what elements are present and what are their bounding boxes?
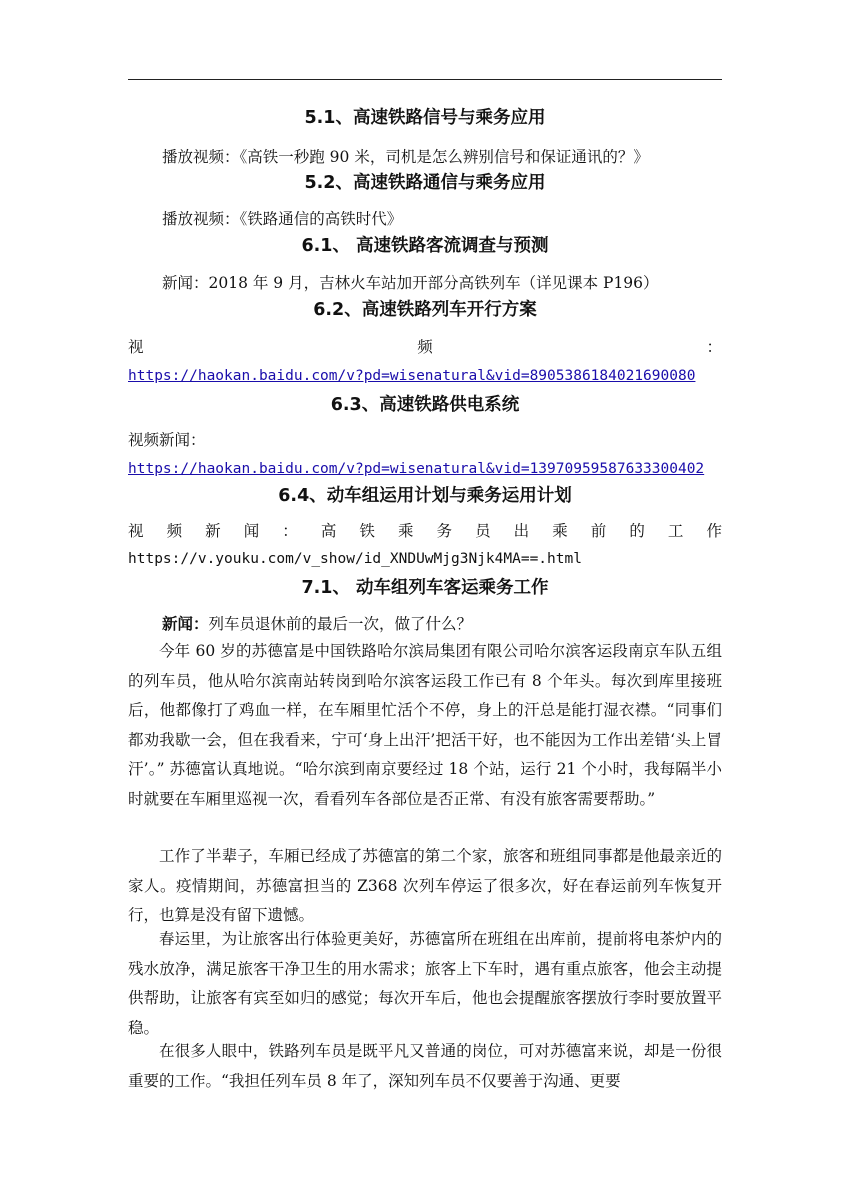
label-char: 前 <box>590 522 607 540</box>
section-title-5-2: 5.2、高速铁路通信与乘务应用 <box>304 173 546 193</box>
label-char: 工 <box>667 522 684 540</box>
label-char: 频 <box>417 338 433 356</box>
section-title-6-2: 6.2、高速铁路列车开行方案 <box>313 300 537 320</box>
label-char: 乘 <box>397 522 414 540</box>
section-text-5-1: 播放视频：《高铁一秒跑 90 米，司机是怎么辨别信号和保证通讯的？》 <box>162 148 649 166</box>
section-text-6-1: 新闻：2018 年 9 月，吉林火车站加开部分高铁列车（详见课本 P196） <box>162 274 659 292</box>
header-rule <box>128 79 722 80</box>
video-link-6-3[interactable]: https://haokan.baidu.com/v?pd=wisenatural&vid=13970959587633300402 <box>128 461 705 477</box>
label-char: 闻 <box>243 522 260 540</box>
video-link-6-2-row <box>128 365 722 386</box>
label-char: 视 <box>128 522 144 540</box>
news-title: 列车员退休前的最后一次，做了什么？ <box>208 615 473 633</box>
label-char: ： <box>706 338 722 356</box>
section-title-6-4: 6.4、动车组运用计划与乘务运用计划 <box>278 486 572 506</box>
section-title-6-1: 6.1、 高速铁路客流调查与预测 <box>301 236 549 256</box>
label-char: 出 <box>513 522 530 540</box>
video-label-6-4 <box>128 521 722 541</box>
video-label-6-2 <box>128 337 722 357</box>
news-label: 新闻： <box>162 614 209 633</box>
label-char: 务 <box>436 522 453 540</box>
news-headline <box>128 614 722 634</box>
label-char: 视 <box>128 338 144 356</box>
label-char: 频 <box>166 522 183 540</box>
article-paragraph-4: 在很多人眼中，铁路列车员是既平凡又普通的岗位，可对苏德富来说，却是一份很重要的工作。“我担任列车员 8 年了，深知列车员不仅要善于沟通、更要 <box>128 1042 722 1090</box>
section-title-7-1: 7.1、 动车组列车客运乘务工作 <box>301 578 549 598</box>
video-link-6-2[interactable]: https://haokan.baidu.com/v?pd=wisenatural&vid=8905386184021690080 <box>128 368 696 384</box>
label-char: 铁 <box>359 522 375 540</box>
label-char: ： <box>282 522 298 540</box>
section-title-6-3: 6.3、高速铁路供电系统 <box>330 395 520 415</box>
video-link-6-3-row <box>128 458 722 479</box>
article-paragraph-3: 春运里，为让旅客出行体验更美好，苏德富所在班组在出库前，提前将电茶炉内的残水放净，满足旅客干净卫生的用水需求；旅客上下车时，遇有重点旅客，他会主动提供帮助，让旅客有宾至如归的感觉；每次开车后，他也会提醒旅客摆放行李时要放置平稳。 <box>128 930 722 1037</box>
label-char: 乘 <box>552 522 568 540</box>
label-char: 的 <box>629 522 645 540</box>
section-title-5-1: 5.1、高速铁路信号与乘务应用 <box>304 108 546 128</box>
label-char: 新 <box>205 522 221 540</box>
section-text-5-2: 播放视频：《铁路通信的高铁时代》 <box>162 210 403 228</box>
label-char: 作 <box>706 522 722 540</box>
label-char: 员 <box>475 522 491 540</box>
article-paragraph-2: 工作了半辈子，车厢已经成了苏德富的第二个家，旅客和班组同事都是他最亲近的家人。疫情期间，苏德富担当的 Z368 次列车停运了很多次，好在春运前列车恢复开行，也算是没有留下遗憾。 <box>128 847 722 925</box>
video-url-6-4: https://v.youku.com/v_show/id_XNDUwMjg3Njk4MA==.html <box>128 551 582 567</box>
label-char: 高 <box>320 522 337 540</box>
article-paragraph-1: 今年 60 岁的苏德富是中国铁路哈尔滨局集团有限公司哈尔滨客运段南京车队五组的列车员，他从哈尔滨南站转岗到哈尔滨客运段工作已有 8 个年头。每次到库里接班后，他都像打了鸡血一样，在车厢里忙活个不停，身上的汗总是能打湿衣襟。“同事们都劝我歇一会，但在我看来，宁可‘身上出汗’把活干好，也不能因为工作出差错‘头上冒汗’。” 苏德富认真地说。“哈尔滨到南京要经过 18 个站，运行 21 个小时，我每隔半小时就要在车厢里巡视一次，看看列车各部位是否正常、有没有旅客需要帮助。” <box>128 642 722 808</box>
video-label-6-3: 视频新闻： <box>128 431 206 449</box>
